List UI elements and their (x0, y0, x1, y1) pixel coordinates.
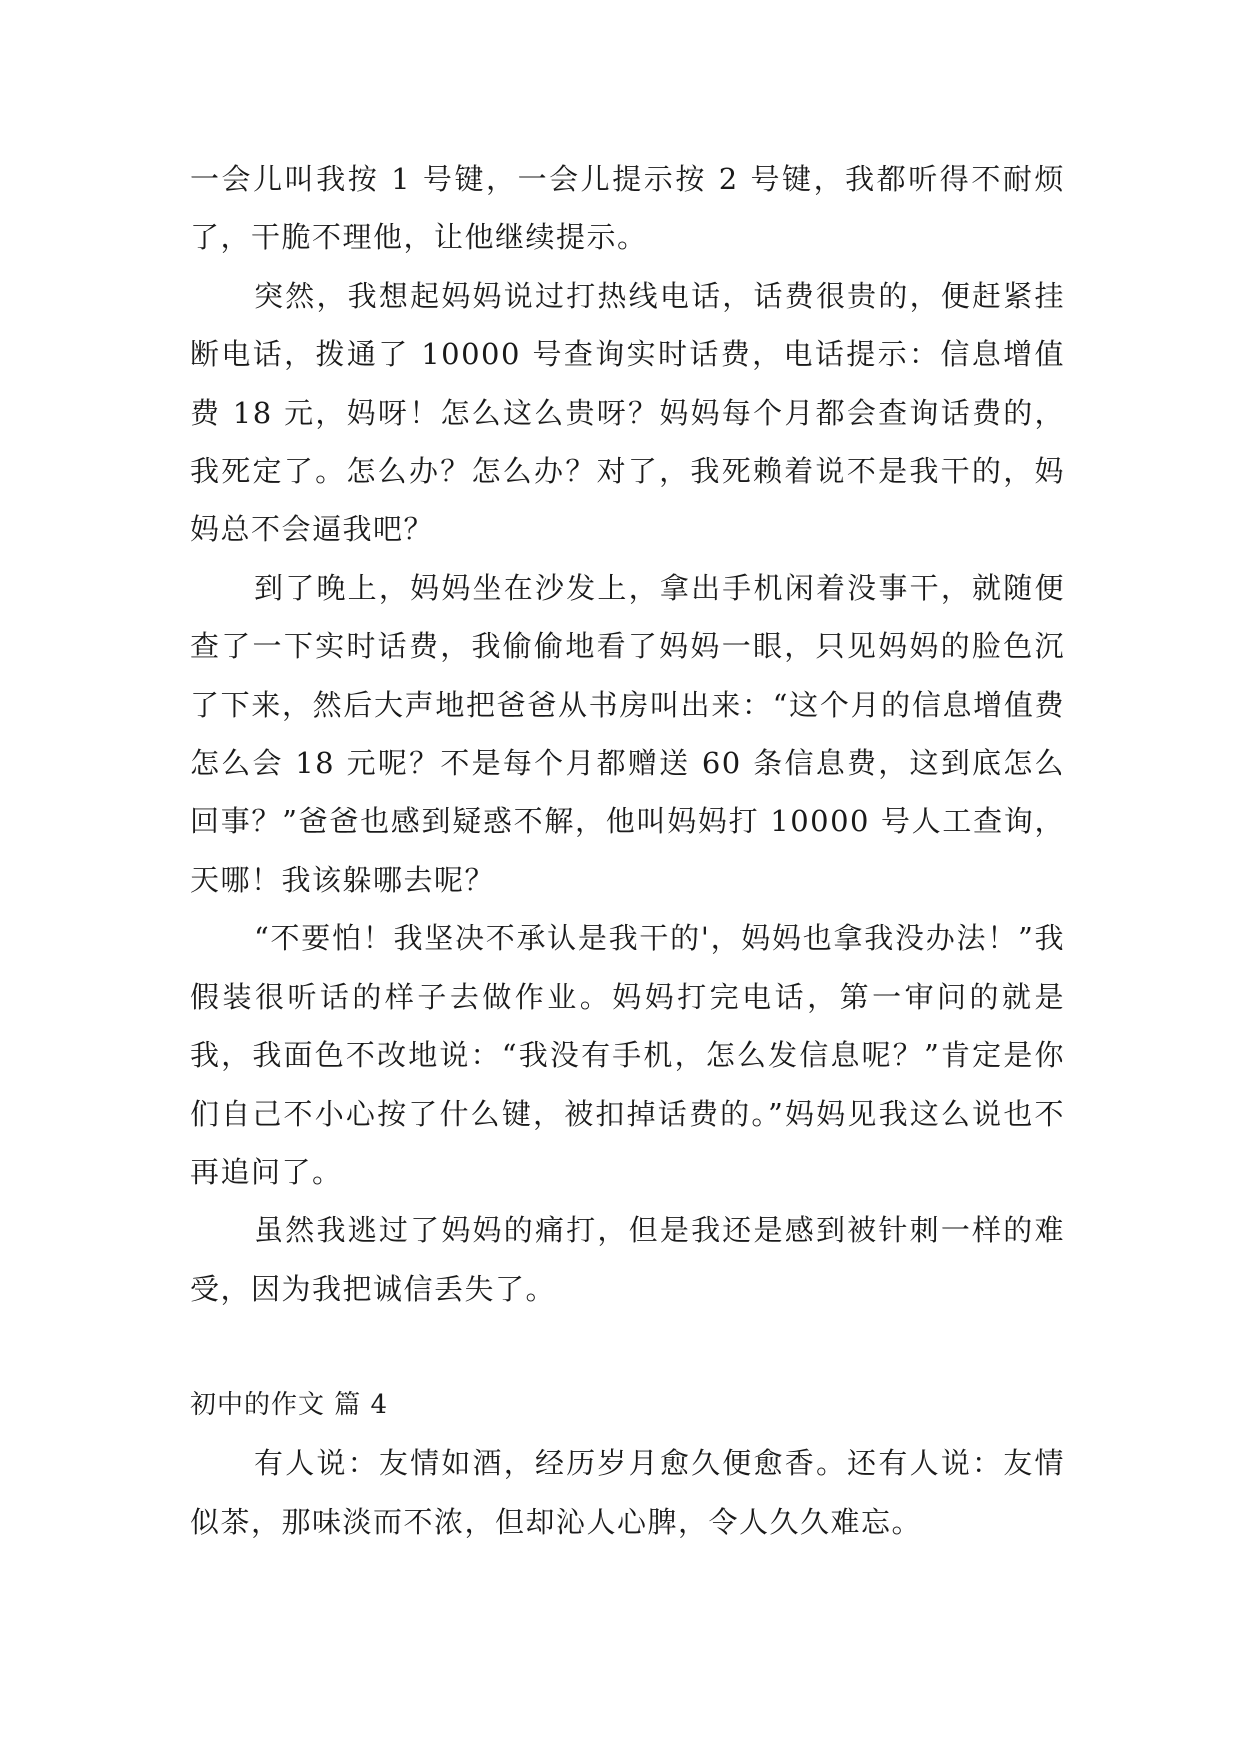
paragraph: 虽然我逃过了妈妈的痛打，但是我还是感到被针刺一样的难受，因为我把诚信丢失了。 (190, 1213, 1065, 1306)
section-heading: 初中的作文 篇 4 (190, 1390, 389, 1421)
paragraph: 突然，我想起妈妈说过打热线电话，话费很贵的，便赶紧挂断电话，拨通了 10000 号查询实时话费，电话提示：信息增值费 18 元，妈呀！怎么这么贵呀？妈妈每个月都会查询话费的，我死定了。怎么办？怎么办？对了，我死赖着说不是我干的，妈妈总不会逼我吧？ (190, 278, 1065, 547)
document-page (190, 150, 1065, 1551)
paragraph-continuation: 一会儿叫我按 1 号键，一会儿提示按 2 号键，我都听得不耐烦了，干脆不理他，让他继续提示。 (190, 162, 1065, 255)
paragraph: 有人说：友情如酒，经历岁月愈久便愈香。还有人说：友情似茶，那味淡而不浓，但却沁人心脾，令人久久难忘。 (190, 1446, 1065, 1539)
paragraph: “不要怕！我坚决不承认是我干的'，妈妈也拿我没办法！”我假装很听话的样子去做作业。妈妈打完电话，第一审问的就是我，我面色不改地说：“我没有手机，怎么发信息呢？”肯定是你们自己不小心按了什么键，被扣掉话费的。”妈妈见我这么说也不再追问了。 (190, 921, 1065, 1189)
paragraph: 到了晚上，妈妈坐在沙发上，拿出手机闲着没事干，就随便查了一下实时话费，我偷偷地看了妈妈一眼，只见妈妈的脸色沉了下来，然后大声地把爸爸从书房叫出来：“这个月的信息增值费怎么会 18 元呢？不是每个月都赠送 60 条信息费，这到底怎么回事？”爸爸也感到疑惑不解，他叫妈妈打 10000 号人工查询，天哪！我该躲哪去呢？ (190, 570, 1065, 897)
